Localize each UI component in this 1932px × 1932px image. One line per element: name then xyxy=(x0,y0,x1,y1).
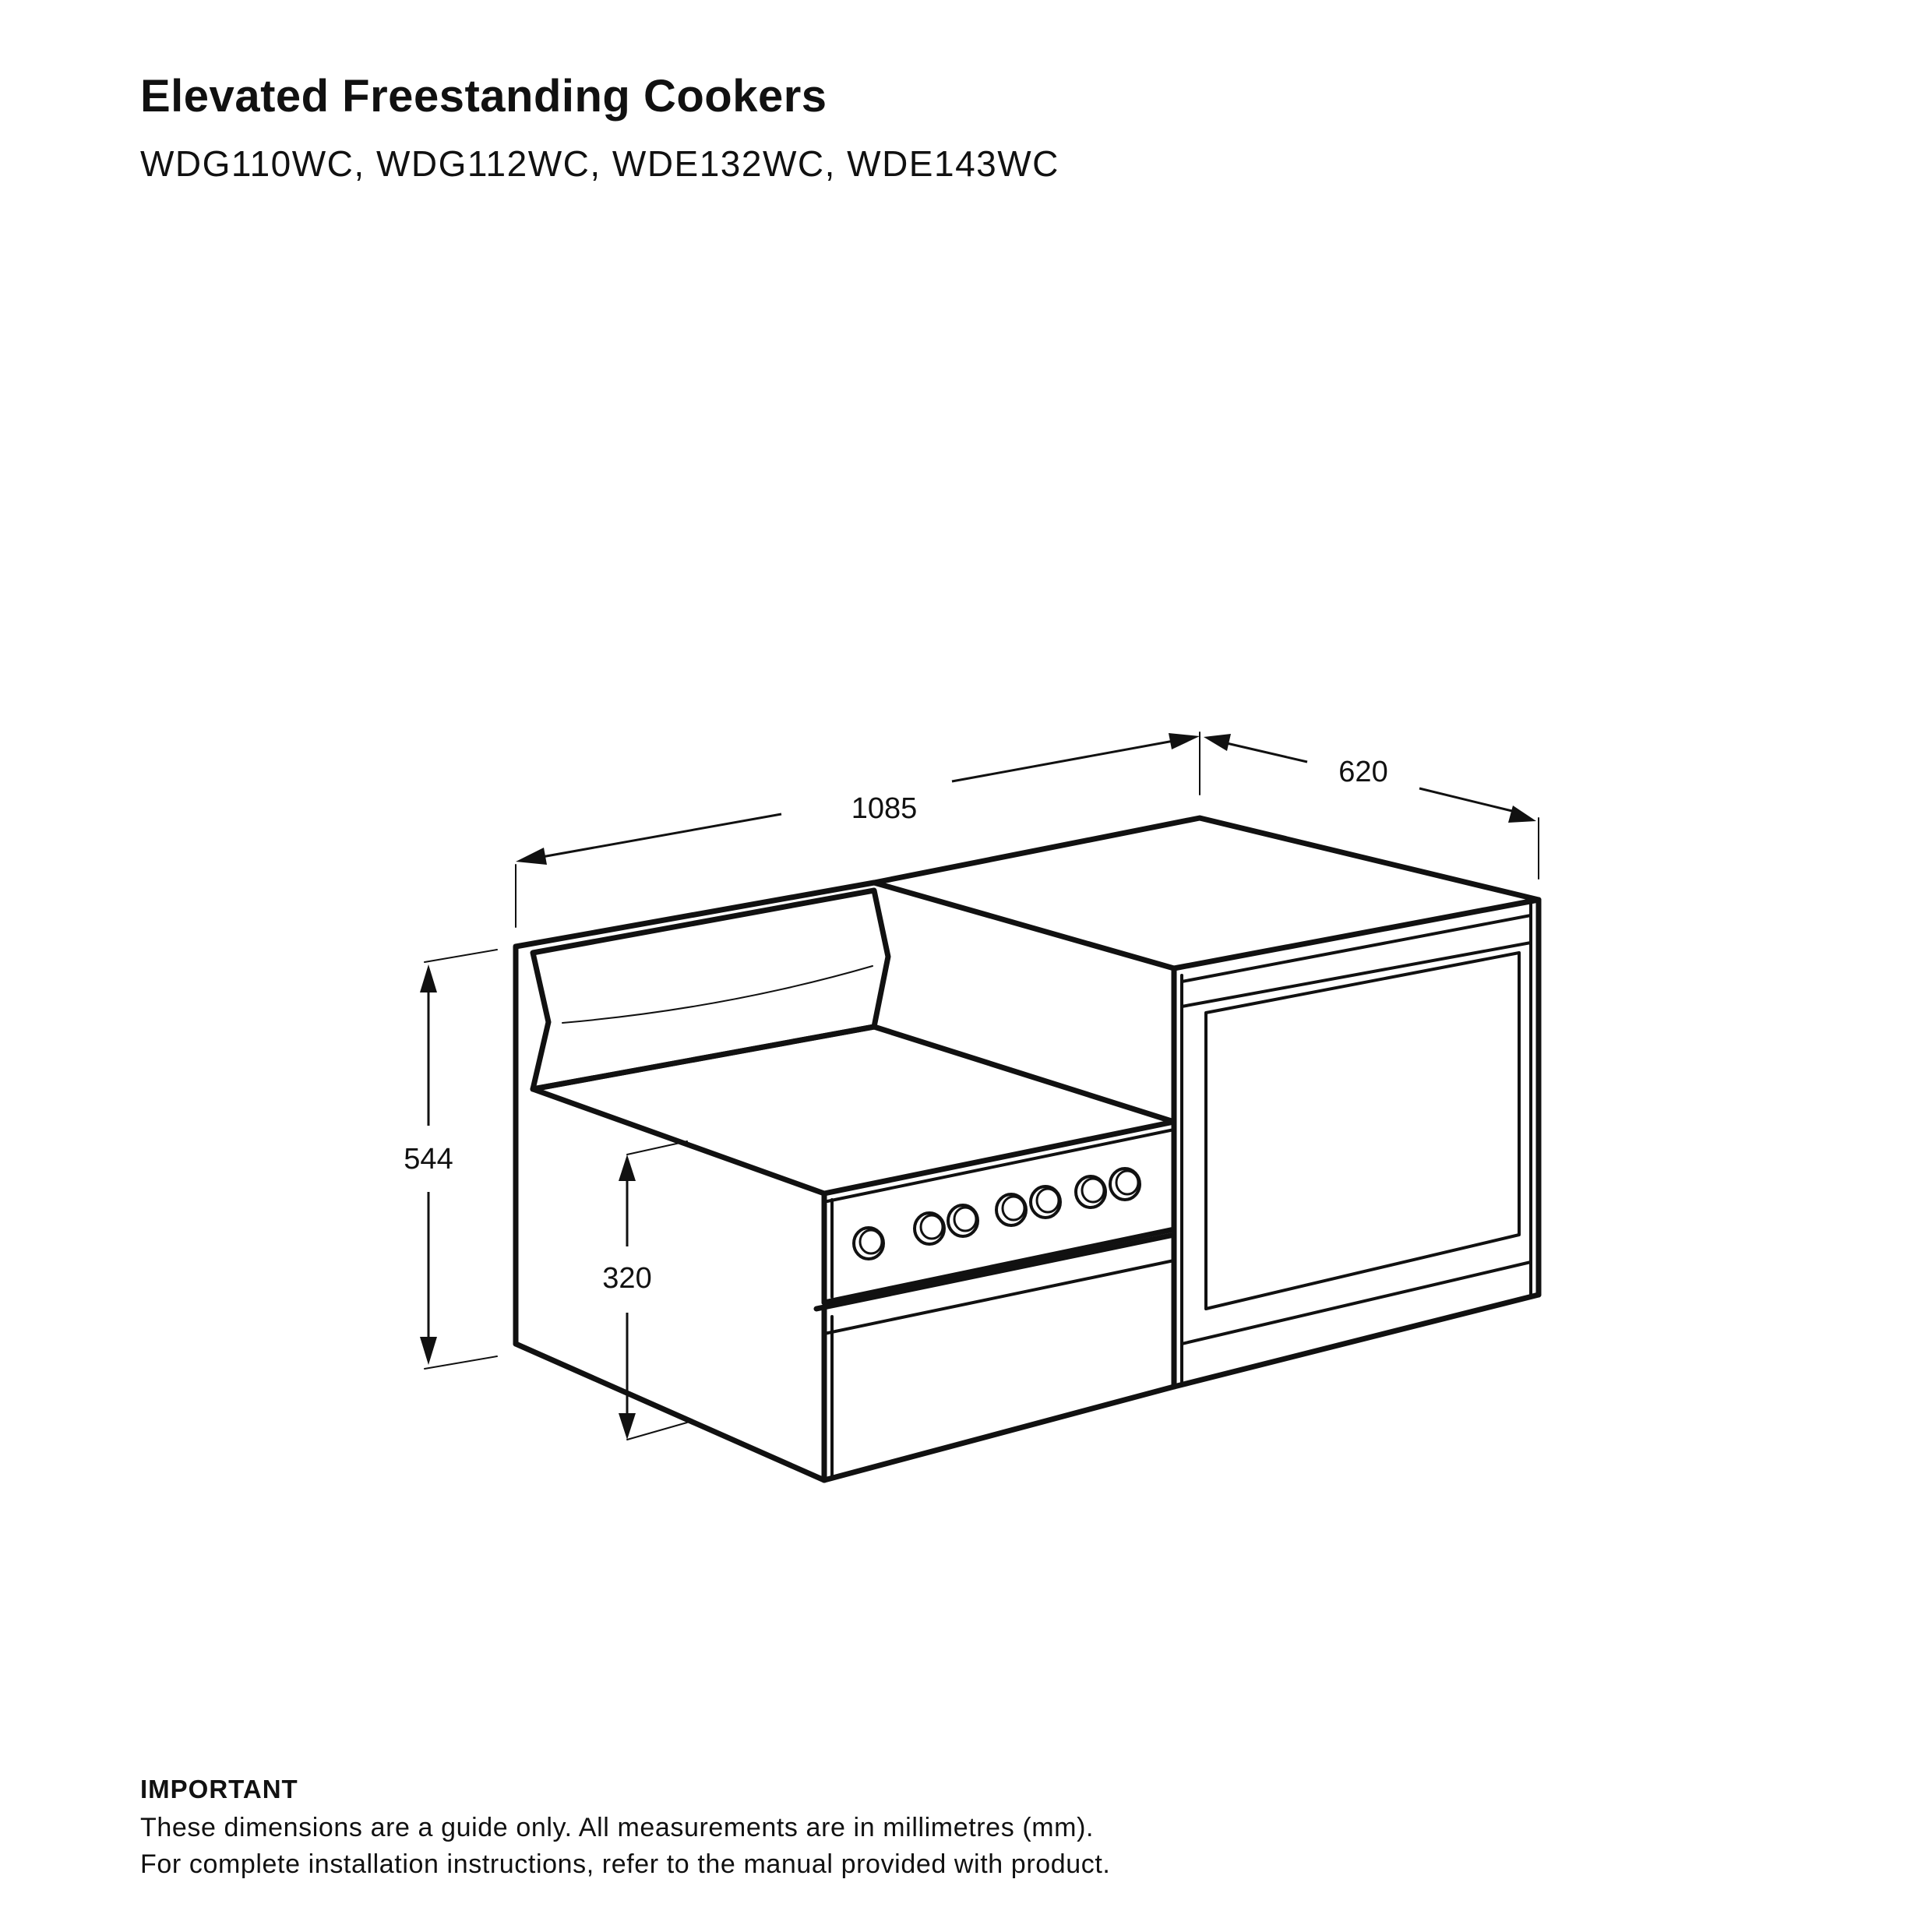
tall-unit-top-back xyxy=(874,818,1539,900)
width-arrow-left xyxy=(516,848,547,865)
cooktop-height-extension-top xyxy=(627,1141,687,1155)
width-dimension-line-left xyxy=(538,814,781,858)
height-extension-top xyxy=(425,950,497,962)
tall-unit-header-line xyxy=(1182,943,1531,1007)
width-label: 1085 xyxy=(851,792,918,826)
depth-arrow-left xyxy=(1204,734,1231,751)
manual-note: For complete installation instructions, refer to the manual provided with product. xyxy=(140,1849,1111,1879)
depth-dimension-line-right xyxy=(1419,788,1515,812)
tall-unit-base-edge xyxy=(1174,1295,1539,1387)
tall-unit-top-trim xyxy=(1182,915,1531,982)
height-extension-bottom xyxy=(425,1356,497,1369)
depth-dimension-line-left xyxy=(1220,742,1307,762)
tall-unit-top-left-edge xyxy=(874,883,1174,968)
cooktop-back-edge xyxy=(533,1027,874,1089)
height-arrow-top xyxy=(420,964,437,992)
model-list: WDG110WC, WDG112WC, WDE132WC, WDE143WC xyxy=(140,143,1059,184)
left-side-bottom-edge xyxy=(516,1344,824,1480)
width-dimension-line-right xyxy=(952,740,1178,781)
guide-note: These dimensions are a guide only. All measurements are in millimetres (mm). xyxy=(140,1813,1095,1842)
oven-door xyxy=(1206,953,1519,1309)
cooktop-height-extension-bottom xyxy=(627,1423,687,1440)
page-title: Elevated Freestanding Cookers xyxy=(140,71,827,122)
dimension-cooktop-height xyxy=(602,1141,687,1440)
cooker-outline xyxy=(516,818,1539,1480)
splashback-crease xyxy=(562,966,873,1023)
height-label: 544 xyxy=(404,1143,453,1176)
cooktop-height-arrow-bottom xyxy=(619,1413,636,1440)
cooktop-height-arrow-top xyxy=(619,1155,636,1181)
cooktop-height-label: 320 xyxy=(602,1262,652,1296)
depth-label: 620 xyxy=(1338,756,1388,789)
width-arrow-right xyxy=(1169,733,1200,749)
height-arrow-bottom xyxy=(420,1337,437,1365)
depth-arrow-right xyxy=(1508,806,1536,823)
cooktop-left-edge xyxy=(533,1089,824,1193)
dimension-height xyxy=(404,950,497,1369)
left-side-panel xyxy=(516,883,874,1344)
front-base-edge xyxy=(824,1387,1174,1480)
important-heading: IMPORTANT xyxy=(140,1775,298,1803)
dimension-width xyxy=(516,732,1200,927)
cooktop-right-edge xyxy=(874,1027,1174,1122)
